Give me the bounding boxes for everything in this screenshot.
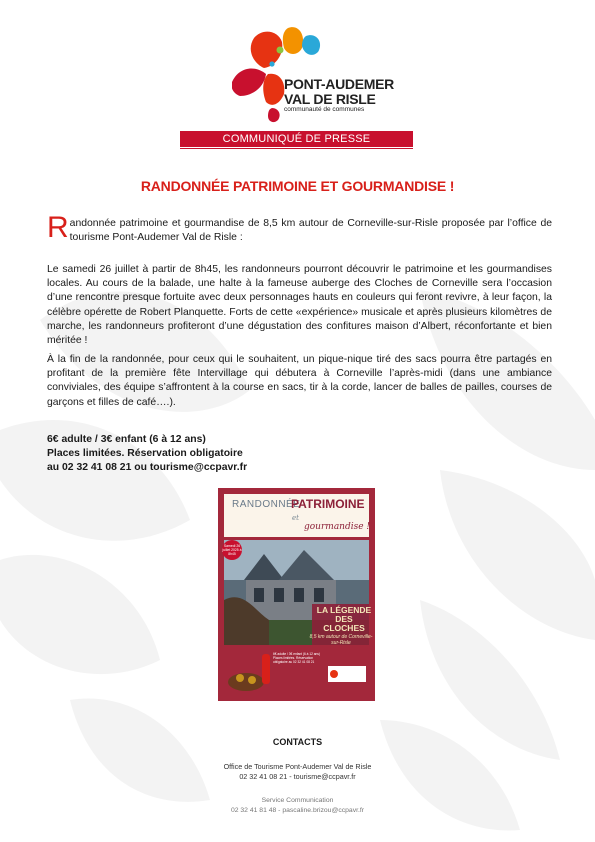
office-name: Office de Tourisme Pont-Audemer Val de Risle [223, 762, 372, 771]
page-title: RANDONNÉE PATRIMOINE ET GOURMANDISE ! [140, 178, 455, 194]
press-release-banner [180, 131, 413, 149]
event-poster [218, 488, 375, 701]
service-contact: 02 32 41 81 48 - pascaline.brizou@ccpavr.fr [230, 807, 365, 814]
body-paragraph-1: Le samedi 26 juillet à partir de 8h45, les randonneurs pourront découvrir le patrimoine et les gourmandises locales. Au cours de la balade, une halte à la fameuse auberge des Cloches de Corneville sera l’occasion d’une rencontre presque fortuite avec deux personnages hauts en couleurs qui feront revivre, à leur façon, la célèbre opérette de Robert Planquette. Forts de cette «expérience» musicale et après plusieurs kilomètres de marche, les randonneurs profiteront d’une dégustation des confitures maison d’Albert, réconfortante et bien méritée ! [47, 264, 552, 347]
event-info-block [47, 433, 247, 476]
logo-line-val-de-risle: VAL DE RISLE [284, 91, 376, 107]
logo-wordmark [284, 77, 394, 114]
contacts-heading: CONTACTS [272, 737, 323, 747]
intro-text: andonnée patrimoine et gourmandise de 8,5 km autour de Corneville-sur-Risle proposée par l’office de tourisme Pont-Audemer Val de Risle : [69, 218, 552, 243]
poster-title-patrimoine: PATRIMOINE [291, 497, 365, 511]
price-line: 6€ adulte / 3€ enfant (6 à 12 ans) [47, 434, 206, 445]
poster-header [224, 494, 369, 537]
poster-legend-subtitle: 8,5 km autour de Corneville-sur-Risle [309, 634, 373, 646]
contact-line: au 02 32 41 08 21 ou tourisme@ccpavr.fr [47, 462, 248, 474]
poster-title-randonnee: RANDONNÉE [232, 499, 301, 510]
office-contact: 02 32 41 08 21 - tourisme@ccpavr.fr [239, 772, 356, 781]
places-line: Places limitées. Réservation obligatoire [47, 448, 243, 460]
service-name: Service Communication [261, 797, 334, 804]
logo-line-pont-audemer: PONT-AUDEMER [284, 76, 394, 92]
poster-bottom-text: 6€ adulte / 3€ enfant (6 à 12 ans) Places limitées. Réservation obligatoire au 02 32 41 08 21 [273, 652, 320, 664]
poster-title-gourmandise: gourmandise ! [304, 522, 371, 532]
drop-cap-letter: R [47, 211, 69, 244]
logo-line-communaute: communauté de communes [284, 106, 365, 113]
poster-date-sticker: Samedi 26 juillet 2025 à 8h45 [222, 540, 242, 560]
poster-legend-title: LA LÉGENDE DES CLOCHES [316, 605, 372, 633]
intro-paragraph [47, 211, 552, 245]
press-release-label: COMMUNIQUÉ DE PRESSE [180, 131, 413, 147]
poster-title-et: et [292, 514, 299, 522]
body-paragraph-2: À la fin de la randonnée, pour ceux qui le souhaitent, un pique-nique tiré des sacs pourra être partagés en profitant de la première fête Intervillage qui débutera à Corneville l’après-midi (dans une ambiance conviviales, des équipe s’affrontent à la course en sacs, tir à la corde, lancer de balles de pailles, courses de garçons et filles de café….). [47, 354, 552, 408]
